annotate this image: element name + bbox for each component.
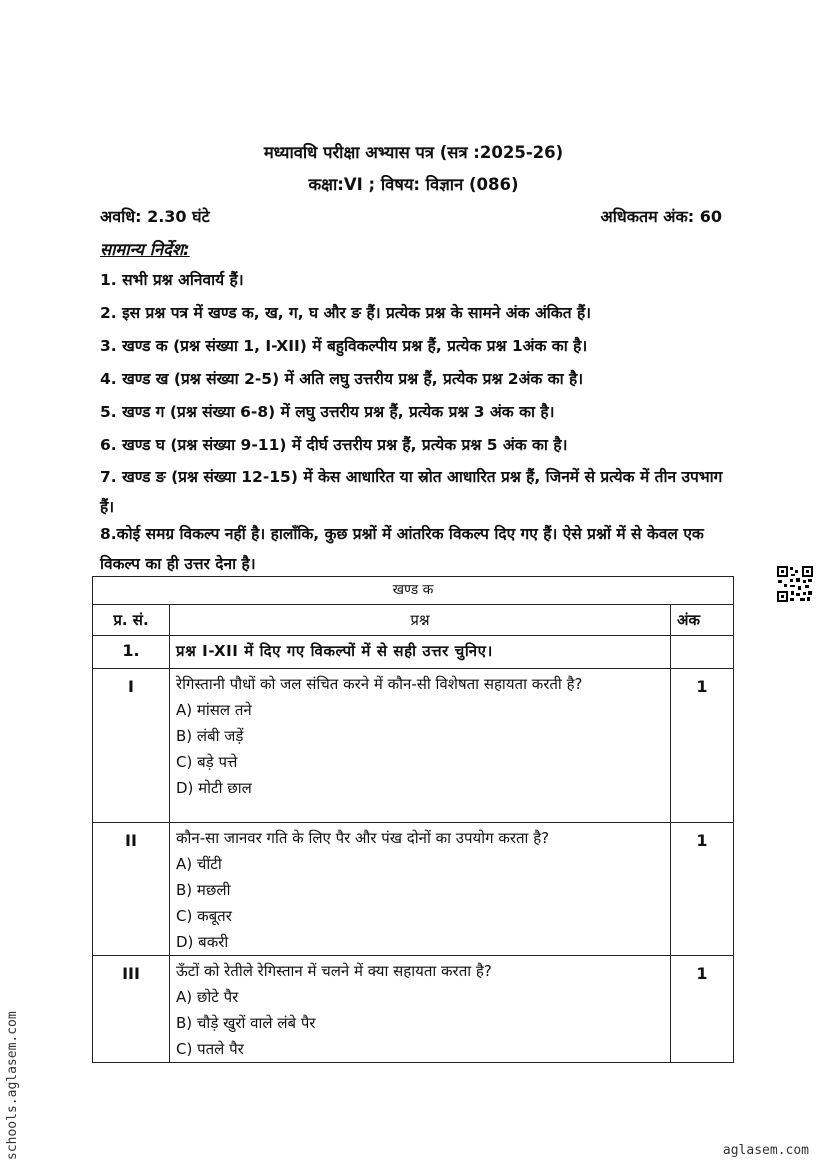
question-text: प्रश्न I-XII में दिए गए विकल्पों में से सही उत्तर चुनिए। — [170, 636, 671, 669]
question-marks: 1 — [671, 823, 734, 956]
class-subject: कक्षा:VI ; विषय: विज्ञान (086) — [308, 175, 519, 194]
table-row — [93, 669, 734, 823]
instruction-item: 8.कोई समग्र विकल्प नहीं है। हालाँकि, कुछ प्रश्नों में आंतरिक विकल्प दिए गए हैं। ऐसे प्रश्नों में से केवल एक विकल्प का ही उत्तर देना है। — [100, 525, 704, 573]
question-cell — [170, 823, 671, 956]
option: A) छोटे पैर — [176, 988, 239, 1006]
instruction-item: 6. खण्ड घ (प्रश्न संख्या 9-11) में दीर्घ उत्तरीय प्रश्न हैं, प्रत्येक प्रश्न 5 अंक का है। — [100, 436, 568, 454]
option: B) चौड़े खुरों वाले लंबे पैर — [176, 1014, 316, 1032]
table-header-row — [93, 605, 734, 636]
section-title: खण्ड क — [93, 577, 734, 605]
question-table — [92, 576, 734, 1063]
question-cell — [170, 956, 671, 1063]
option: C) कबूतर — [176, 907, 232, 925]
question-cell — [170, 669, 671, 823]
option: C) बड़े पत्ते — [176, 753, 238, 771]
qr-code-icon — [776, 565, 814, 603]
table-row — [93, 956, 734, 1063]
instruction-item: 2. इस प्रश्न पत्र में खण्ड क, ख, ग, घ और ङ हैं। प्रत्येक प्रश्न के सामने अंक अंकित हैं। — [100, 304, 592, 322]
instruction-item: 1. सभी प्रश्न अनिवार्य हैं। — [100, 271, 244, 289]
instructions-heading: सामान्य निर्देश: — [100, 240, 190, 259]
side-watermark: schools.aglasem.com — [5, 1011, 20, 1160]
option: C) पतले पैर — [176, 1040, 244, 1058]
table-row — [93, 636, 734, 669]
question-number: 1. — [93, 636, 170, 669]
instruction-item: 5. खण्ड ग (प्रश्न संख्या 6-8) में लघु उत्तरीय प्रश्न हैं, प्रत्येक प्रश्न 3 अंक का है। — [100, 403, 555, 421]
instruction-item: 7. खण्ड ङ (प्रश्न संख्या 12-15) में केस आधारित या स्रोत आधारित प्रश्न हैं, जिनमें से प्रत्येक में तीन उपभाग हैं। — [100, 468, 723, 516]
option: B) लंबी जड़ें — [176, 727, 244, 745]
duration: अवधि: 2.30 घंटे — [100, 207, 210, 226]
question-number: II — [93, 823, 170, 956]
option: A) चींटी — [176, 855, 222, 873]
question-number: III — [93, 956, 170, 1063]
question-marks: 1 — [671, 669, 734, 823]
max-marks: अधिकतम अंक: 60 — [600, 207, 722, 226]
table-row — [93, 823, 734, 956]
question-text: कौन-सा जानवर गति के लिए पैर और पंख दोनों का उपयोग करता है? — [176, 829, 550, 847]
page-title: मध्यावधि परीक्षा अभ्यास पत्र (सत्र :2025-26) — [263, 143, 564, 162]
header-question: प्रश्न — [170, 605, 671, 636]
question-text: रेगिस्तानी पौधों को जल संचित करने में कौन-सी विशेषता सहायता करती है? — [176, 675, 583, 693]
instruction-item: 4. खण्ड ख (प्रश्न संख्या 2-5) में अति लघु उत्तरीय प्रश्न हैं, प्रत्येक प्रश्न 2अंक का है। — [100, 370, 584, 388]
option: B) मछली — [176, 881, 231, 899]
option: D) मोटी छाल — [176, 779, 252, 797]
header-marks: अंक — [671, 605, 734, 636]
bottom-watermark: aglasem.com — [722, 1143, 809, 1158]
instruction-item: 3. खण्ड क (प्रश्न संख्या 1, I-XII) में बहुविकल्पीय प्रश्न हैं, प्रत्येक प्रश्न 1अंक का है। — [100, 337, 588, 355]
header-number: प्र. सं. — [93, 605, 170, 636]
option: A) मांसल तने — [176, 701, 252, 719]
question-marks: 1 — [671, 956, 734, 1063]
question-number: I — [93, 669, 170, 823]
question-text: ऊँटों को रेतीले रेगिस्तान में चलने में क्या सहायता करता है? — [176, 962, 492, 980]
question-marks — [671, 636, 734, 669]
option: D) बकरी — [176, 933, 229, 951]
